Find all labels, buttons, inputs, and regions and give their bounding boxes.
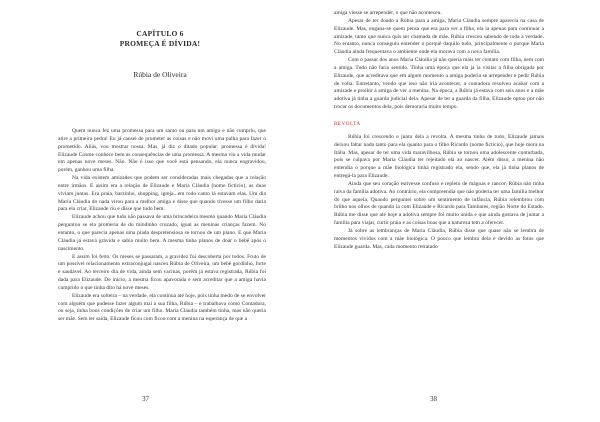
page-number: 38 bbox=[430, 395, 437, 403]
paragraph: Ainda que seu coração estivesse confuso e repleto de mágoas e rancor, Rúbia não tinha raiva da família adotiva. Ao contrário, ela compreendia que não poderia ter uma família melhor do que aquela. Quando perguntei sobre um sentimento de infância, Rúbia relembrou com brilho nos olhos de quando ia com Elizaude e Ricardo para Tambares, região Norte do Estado. Rúbia me disse que até hoje a adotiva sempre foi muito unida e que ainda gostava de juntar a família para viajar, curtir praia e as coisas boas que a natureza tem a oferecer. bbox=[334, 180, 544, 227]
paragraph: Elizaude achou que tudo não passava de uma brincadeira mesmo quando Maria Cláudia perguntou se ela promeria de do mindinho cruzado, igual as meninas crianças fazem. No entanto, o que parecia apenas uma piada despretensiosa se tornou de um plano. E que Maria Cláudia já estava grávida e sabia muito bem. A mesma tinha planos de doar o bebê após o nascimento. bbox=[58, 214, 266, 252]
paragraph: Com o passar dos anos Maria Cláudia já não queria mais ter contato com filha, nem com a amiga. Tudo não faria sentido. Tinha uma época que ela ja ia visitar a filha obrigada por Elizaude, que acreditava que em algum momento a amiga poderia se arrepender e pedir Rúbia de volta. Entretanto, vendo que isso não iria acontecer, a contadora resolveu acabar com a amizade e proibir à amiga de ver a menina. Na época, a Rúbia já estava com seis anos e a mãe adotiva já tinha a guarda judicial dela. Apesar de ter a guarda da filha, Elizaude optou por não trocar os documentos dela, pois demoraria muito tempo. bbox=[334, 57, 544, 111]
paragraph: Rúbia foi crescendo e junto dela a revolta. A mesma tinha de tudo, Elizaude jamais deixou faltar nada tanto para ela quanto para o filho Ricardo (nome fictício), que hoje mora na Itália. Mas, apesar de ter uma vida maravilhosa, Rúbia se tornou uma adolescente conturbada, pois se culpava por Maria Cláudia ter rejeitado ela ao nascer. Além disso, a menina não entendia o porque a mãe biológica tinha registrado ela, sendo que, ela já tinha planos de entregá-la para Elizaude. bbox=[334, 133, 544, 180]
right-text-column bbox=[334, 10, 544, 251]
paragraph: Quem nunca fez uma promessa para um santo ou para um amigo e não cumpriu, que atire a primeira pedra! Eu já cansei de prometer as coisas e não movi uma palha para fazer o prometido. Aliás, vou mostrar nossa. Mas, já diz o ditado popular: promessa é dívida! Elizaude Cosme conhece bem as consequências de uma promessa. A mesma viu a vida mudar em apenas nove meses. Não. Não é isso que você está pensando, ela nunca engravidou, porém, ganhou uma filha. bbox=[58, 128, 266, 174]
paragraph: Na vida existem amizades que podem ser consideradas mais chegadas que a relação entre irmãos. E assim era a relação de Elizaude e Maria Cláudia (nome fictício), as duas viviam juntas. Era praia, barzinho, shopping, igreja...em todo canto lá estavam elas. Um dia Maria Cláudia do nada virou para a melhor amiga e disse que quando tivesse um filho daria para ela criar, Elizaude riu e disse que tudo bem. bbox=[58, 175, 266, 213]
left-text-column bbox=[58, 128, 266, 324]
chapter-title: PROMEÇA É DÍVIDA! bbox=[119, 39, 201, 48]
right-page bbox=[300, 0, 600, 422]
chapter-heading bbox=[60, 29, 260, 49]
section-heading: REVOLTA bbox=[334, 121, 361, 127]
chapter-number: CAPÍTULO 6 bbox=[136, 29, 184, 38]
paragraph: E assim foi feito. Os meses se passaram, a gravidez foi descoberta por todos. Fruto de um possível relacionamento extraconjugal nasceu Rúbia de Oliveira, um bebê gordinho, forte e saudável. Ao terceiro dia de vida, ainda sem vacinas, porém já estava registrada, Rúbia foi dada para Elizaude. De início, a mesma ficou apavorada e sem acreditar que a amiga havia cumprido o que tinha dito há nove meses. bbox=[58, 253, 266, 291]
paragraph: Apesar de ter doado a Rúbia para a amiga, Maria Cláudia sempre aparecia na casa de Elizaude. Mas, engana-se quem pensa que era para ver a filha, ela ia apenas para continuar a amizade, tanto que nunca quis ser chamada de mãe. Rúbia cresceu sabendo de toda a verdade. No entanto, nunca conseguiu entender o porquê daquilo tudo, principalmente o porque Maria Cláudia ainda frequentava o ambiente onde ela morava com a nova família. bbox=[334, 17, 544, 56]
paragraph: Elizaude era solteira – na verdade, ela continua até hoje, pois tinha medo de se envolver com alguém que pudesse fazer algum mal a sua filha, Rúbia – e trabalhava como Contadora, ou seja, tinha bons condições de criar um filho. Maria Cláudia também tinha, mas não queria ser mãe. Sem ter saída, Elizaude ficou com ficou com a menina na esperança de que a bbox=[58, 292, 266, 323]
paragraph: Já sobre as lembranças de Maria Cláudia, Rúbia disse que quase não se lembra de momentos vividos com a mãe biológica. O pouco que lembra dela é devido as fotos que Elizaude guarda. Mas, cada momento retratado bbox=[334, 227, 544, 250]
paragraph: amiga viesse se arrepender, o que não aconteceu. bbox=[334, 10, 442, 16]
page-number: 37 bbox=[142, 395, 149, 403]
author-name: Rúbia de Oliveira bbox=[133, 70, 187, 79]
